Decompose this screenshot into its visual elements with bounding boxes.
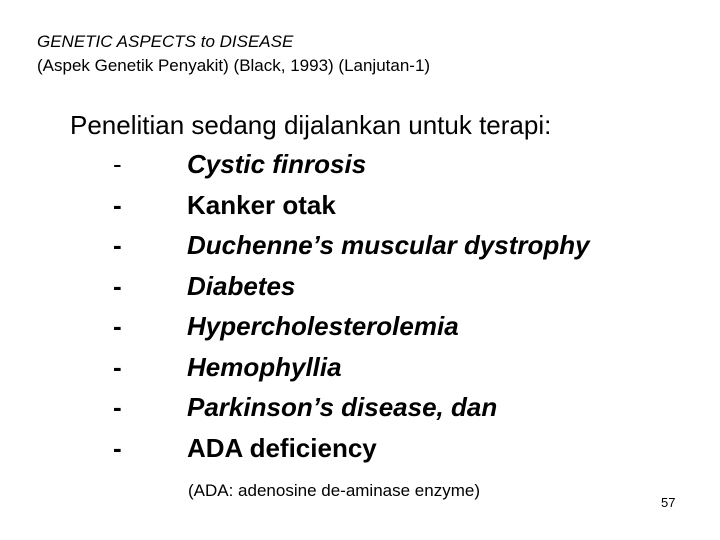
list-item-label: ADA deficiency: [187, 432, 377, 463]
intro-text: Penelitian sedang dijalankan untuk terapi:: [70, 110, 552, 140]
list-bullet: -: [113, 189, 122, 220]
footnote: (ADA: adenosine de-aminase enzyme): [188, 481, 480, 500]
list-item-label: Kanker otak: [187, 189, 336, 220]
list-bullet: -: [113, 270, 122, 301]
list-item: [0, 386, 720, 427]
list-bullet: -: [113, 432, 122, 463]
slide-header: [37, 30, 430, 78]
list-item: [0, 143, 720, 184]
list-bullet: -: [113, 392, 122, 422]
list-item-label: Hypercholesterolemia: [187, 311, 459, 341]
list-bullet: -: [113, 230, 122, 260]
list-item-label: Parkinson’s disease, dan: [187, 392, 498, 422]
list-item: [0, 184, 720, 225]
list-item: [0, 427, 720, 468]
list-item: [0, 346, 720, 387]
page-number: 57: [661, 495, 676, 510]
list-item-label: Duchenne’s muscular dystrophy: [187, 230, 590, 260]
list-bullet: -: [113, 149, 122, 179]
list-bullet: -: [113, 351, 122, 382]
slide-title: GENETIC ASPECTS to DISEASE: [37, 32, 294, 51]
list-bullet: -: [113, 311, 122, 341]
list-item-label: Diabetes: [187, 270, 296, 301]
list-item: [0, 305, 720, 346]
list-item: [0, 265, 720, 306]
therapy-list: [0, 143, 720, 467]
list-item-label: Cystic finrosis: [187, 149, 367, 179]
list-item: [0, 224, 720, 265]
slide-subtitle: (Aspek Genetik Penyakit) (Black, 1993) (Lanjutan-1): [37, 56, 431, 75]
list-item-label: Hemophyllia: [187, 351, 342, 382]
